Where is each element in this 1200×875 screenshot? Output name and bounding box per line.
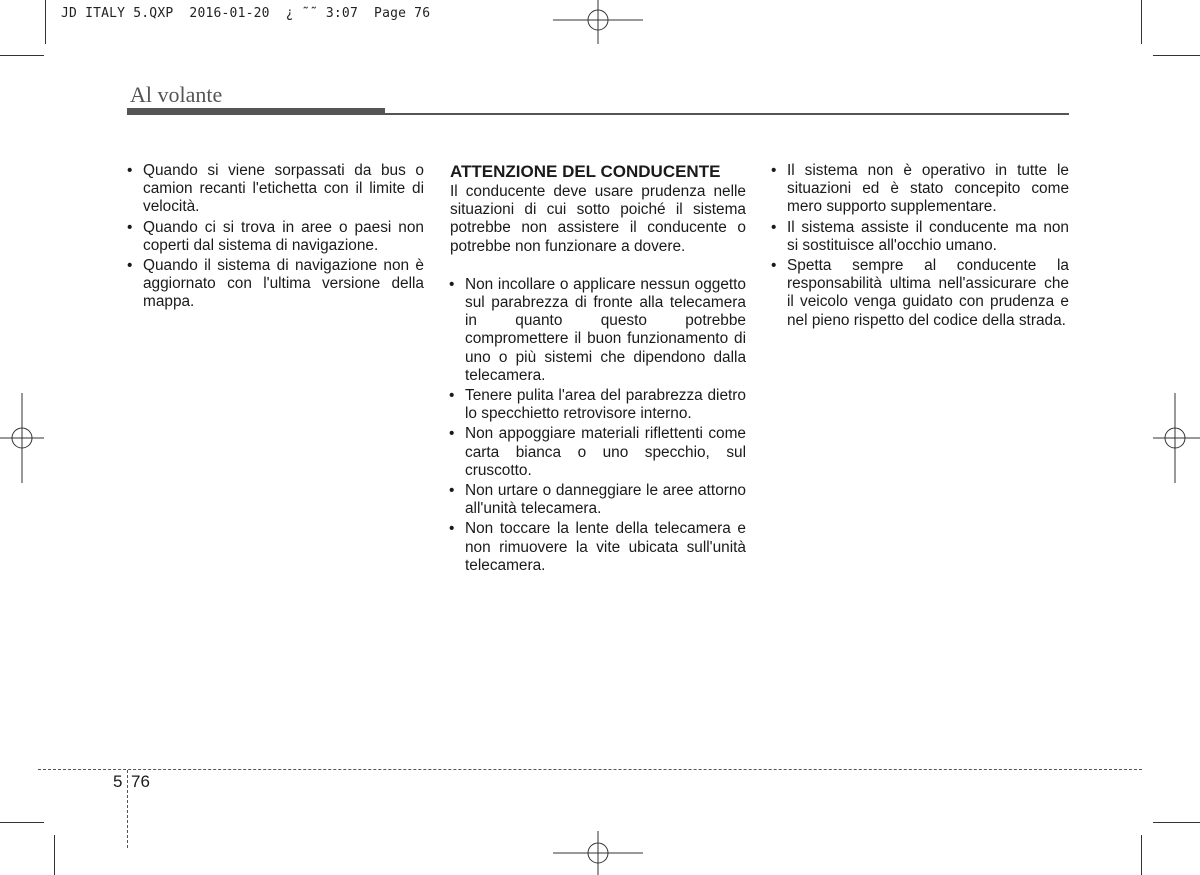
crop-mark-bottom-right-horizontal: [1153, 822, 1200, 823]
footer-page-divider: [127, 770, 128, 848]
list-item: • Non toccare la lente della telecamera e non rimuovere la vite ubicata sull'unità telecamera.: [446, 520, 746, 575]
crop-mark-top-right-vertical: [1141, 0, 1142, 44]
column-3: [768, 162, 1069, 332]
list-item: • Spetta sempre al conducente la responsabilità ultima nell'assicurare che il veicolo venga guidato con prudenza e nel pieno rispetto del codice della strada.: [768, 257, 1069, 330]
list-item: • Non appoggiare materiali riflettenti come carta bianca o uno specchio, sul cruscotto.: [446, 425, 746, 480]
header-rule-thick: [127, 108, 385, 115]
footer-rule: [38, 769, 1142, 770]
list-item: • Il sistema assiste il conducente ma non si sostituisce all'occhio umano.: [768, 219, 1069, 255]
list-item: • Il sistema non è operativo in tutte le situazioni ed è stato concepito come mero supporto supplementare.: [768, 162, 1069, 217]
column-1-list: [124, 162, 424, 312]
column-3-list: [768, 162, 1069, 330]
header-rule-thin: [385, 113, 1069, 115]
list-item: • Non incollare o applicare nessun oggetto sul parabrezza di fronte alla telecamera in quanto questo potrebbe compromettere il buon funzionamento di uno o più sistemi che dipendono dalla telecamera.: [446, 276, 746, 385]
list-item: • Tenere pulita l'area del parabrezza dietro lo specchietto retrovisore interno.: [446, 387, 746, 423]
registration-mark-top-icon: [553, 0, 643, 44]
crop-mark-bottom-left-horizontal: [0, 822, 44, 823]
crop-mark-bottom-left-vertical: [54, 835, 55, 875]
list-item: • Quando il sistema di navigazione non è aggiornato con l'ultima versione della mappa.: [124, 257, 424, 312]
warning-heading: ATTENZIONE DEL CONDUCENTE: [450, 162, 721, 181]
registration-mark-bottom-icon: [553, 831, 643, 875]
print-header: JD ITALY 5.QXP 2016-01-20 ¿ ˜˜ 3:07 Page 76: [61, 6, 431, 21]
page-number: 76: [131, 772, 150, 791]
registration-mark-right-icon: [1153, 393, 1200, 483]
list-item: • Quando ci si trova in aree o paesi non coperti dal sistema di navigazione.: [124, 219, 424, 255]
chapter-number: 5: [113, 772, 123, 791]
crop-mark-bottom-right-vertical: [1141, 835, 1142, 875]
crop-mark-top-left-horizontal: [0, 55, 44, 56]
column-2: [450, 162, 746, 577]
section-title: Al volante: [130, 82, 223, 107]
crop-mark-top-right-horizontal: [1153, 55, 1200, 56]
crop-mark-top-left-vertical: [45, 0, 46, 44]
list-item: • Quando si viene sorpassati da bus o camion recanti l'etichetta con il limite di velocità.: [124, 162, 424, 217]
warning-intro: Il conducente deve usare prudenza nelle situazioni di cui sotto poiché il sistema potrebbe non assistere il conducente o potrebbe non funzionare a dovere.: [450, 183, 746, 255]
column-2-list: [446, 276, 746, 575]
registration-mark-left-icon: [0, 393, 44, 483]
column-1: [124, 162, 424, 314]
list-item: • Non urtare o danneggiare le aree attorno all'unità telecamera.: [446, 482, 746, 518]
